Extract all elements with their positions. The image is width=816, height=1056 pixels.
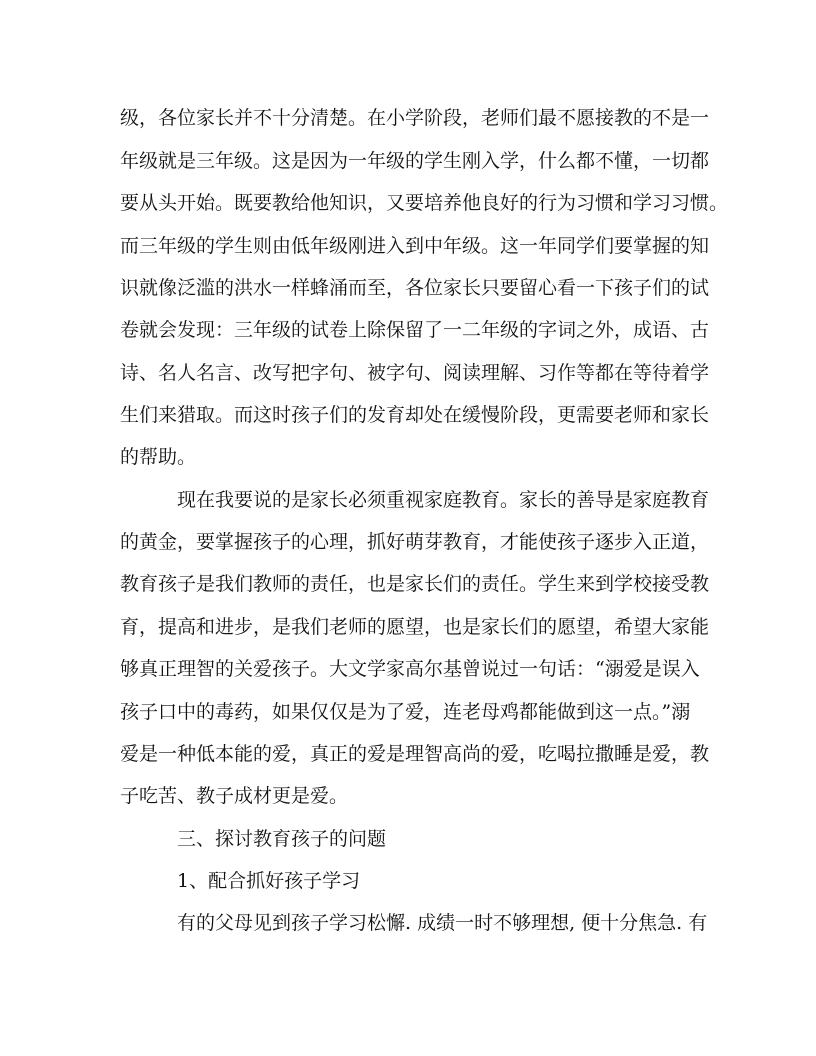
text-line: 子吃苦、教子成材更是爱。 bbox=[120, 785, 349, 807]
text-line: 孩子口中的毒药，如果仅仅是为了爱，连老母鸡都能做到这一点。”溺 bbox=[120, 701, 691, 723]
text-line: 有的父母见到孩子学习松懈. 成绩一时不够理想, 便十分焦急. 有 bbox=[177, 912, 708, 934]
text-line: 识就像泛滥的洪水一样蜂涌而至，各位家长只要留心看一下孩子们的试 bbox=[120, 277, 710, 299]
text-line: 的黄金，要掌握孩子的心理，抓好萌芽教育，才能使孩子逐步入正道， bbox=[120, 531, 710, 553]
text-line: 要从头开始。既要教给他知识，又要培养他良好的行为习惯和学习习惯。 bbox=[120, 192, 729, 214]
text-line: 年级就是三年级。这是因为一年级的学生刚入学，什么都不懂，一切都 bbox=[120, 150, 710, 172]
text-line: 的帮助。 bbox=[120, 446, 197, 468]
text-line: 卷就会发现：三年级的试卷上除保留了一二年级的字词之外，成语、古 bbox=[120, 319, 710, 341]
text-line: 育，提高和进步，是我们老师的愿望，也是家长们的愿望，希望大家能 bbox=[120, 616, 710, 638]
text-line: 教育孩子是我们教师的责任，也是家长们的责任。学生来到学校接受教 bbox=[120, 573, 710, 595]
text-line: 爱是一种低本能的爱，真正的爱是理智高尚的爱，吃喝拉撒睡是爱，教 bbox=[120, 743, 710, 765]
text-line: 级，各位家长并不十分清楚。在小学阶段，老师们最不愿接教的不是一 bbox=[120, 107, 710, 129]
text-line: 诗、名人名言、改写把字句、被字句、阅读理解、习作等都在等待着学 bbox=[120, 362, 710, 384]
text-line: 而三年级的学生则由低年级刚进入到中年级。这一年同学们要掌握的知 bbox=[120, 235, 710, 257]
text-line: 够真正理智的关爱孩子。大文学家高尔基曾说过一句话：“溺爱是误入 bbox=[120, 658, 700, 680]
subsection-heading: 1、配合抓好孩子学习 bbox=[177, 870, 361, 892]
text-line: 生们来猎取。而这时孩子们的发育却处在缓慢阶段，更需要老师和家长 bbox=[120, 404, 710, 426]
text-line: 现在我要说的是家长必须重视家庭教育。家长的善导是家庭教育 bbox=[177, 489, 710, 511]
section-heading: 三、探讨教育孩子的问题 bbox=[177, 828, 387, 850]
